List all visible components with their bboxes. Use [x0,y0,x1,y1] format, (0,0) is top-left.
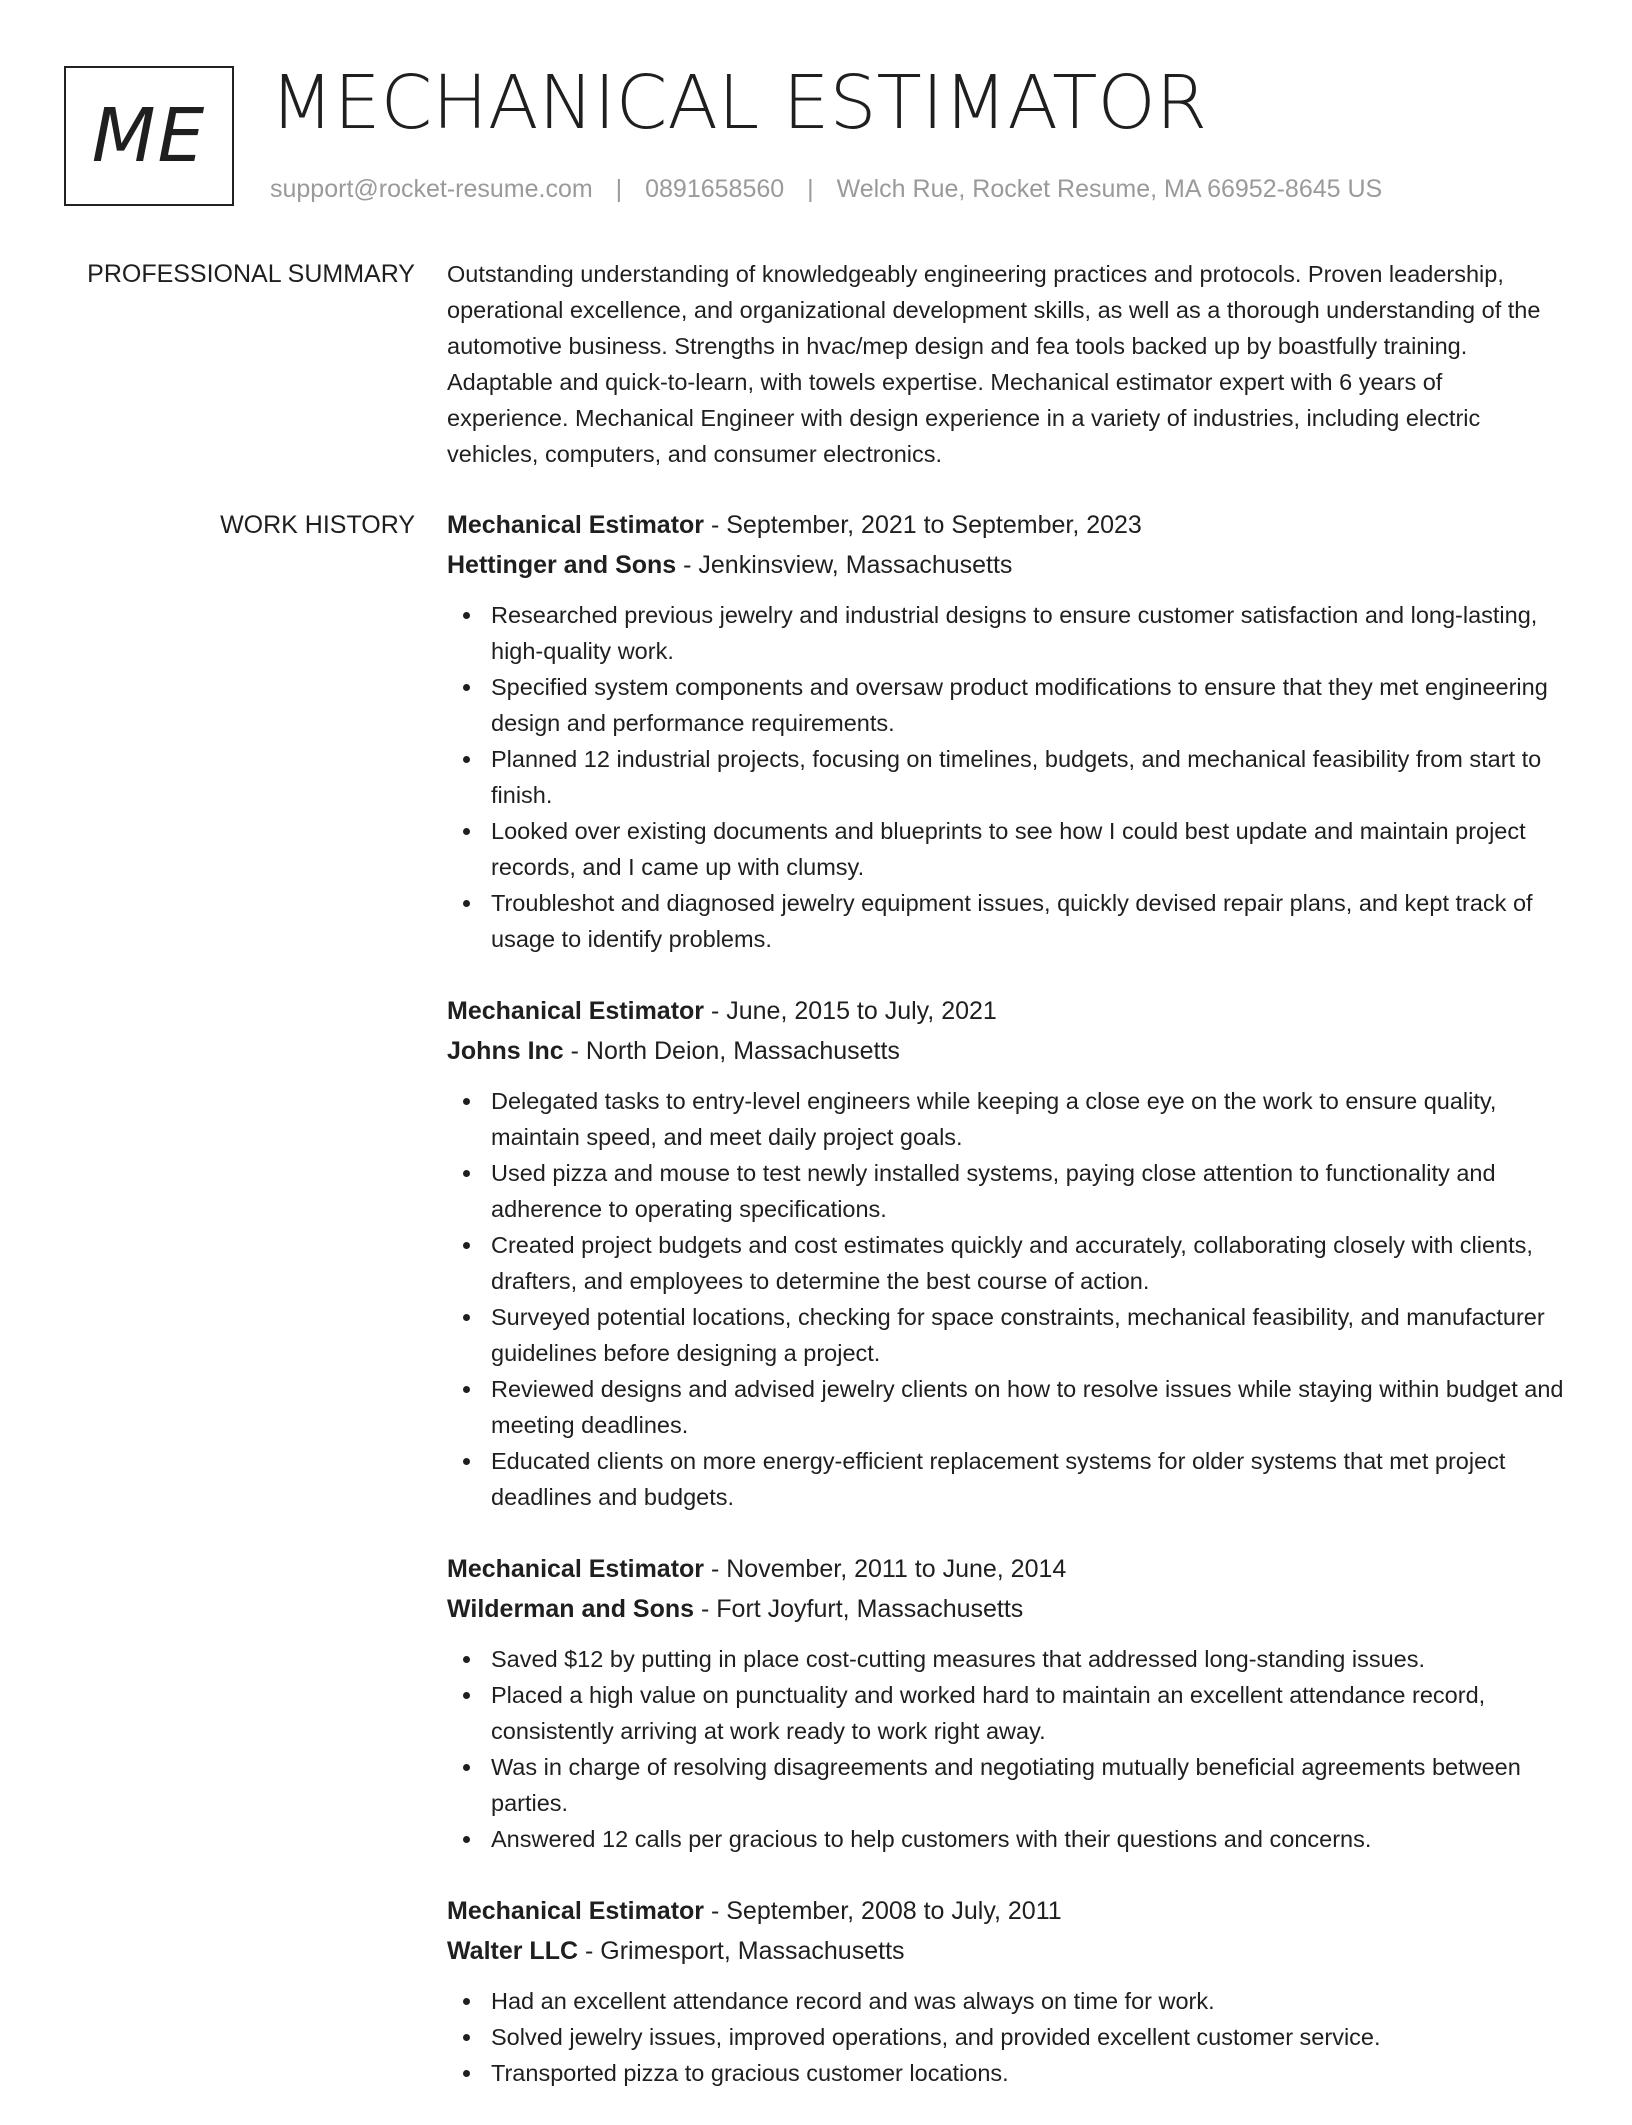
job-bullet [447,1227,1565,1299]
job-bullet [447,597,1565,669]
job-bullets [447,1983,1565,2091]
bullet-icon [463,1314,470,1321]
job-bullet [447,813,1565,885]
job-title-line [447,505,1565,545]
bullet-text: Surveyed potential locations, checking for space constraints, mechanical feasibility, and manufacturer guidelines before designing a project. [491,1304,1545,1366]
contact-phone: 0891658560 [645,175,785,203]
contact-email: support@rocket-resume.com [270,175,593,203]
bullet-icon [463,756,470,763]
job-bullet [447,1155,1565,1227]
contact-separator: | [807,175,814,203]
bullet-icon [463,900,470,907]
job-bullet [447,1821,1565,1857]
job-location: - Jenkinsview, Massachusetts [676,551,1013,579]
job-location: - Grimesport, Massachusetts [578,1937,905,1965]
job-company: Walter LLC [447,1937,579,1965]
bullet-text: Researched previous jewelry and industrial designs to ensure customer satisfaction and long-lasting, high-quality work. [491,602,1538,664]
job-company-line [447,1031,1565,1071]
job-title: Mechanical Estimator [447,1555,705,1583]
bullet-icon [463,612,470,619]
bullet-text: Created project budgets and cost estimates quickly and accurately, collaborating closely with clients, drafters, and employees to determine the best course of action. [491,1232,1533,1294]
job-company-line [447,545,1565,585]
bullet-text: Saved $12 by putting in place cost-cutting measures that addressed long-standing issues. [491,1646,1426,1672]
bullet-text: Educated clients on more energy-efficient replacement systems for older systems that met project deadlines and budgets. [491,1448,1506,1510]
job-dates: - September, 2008 to July, 2011 [704,1897,1062,1925]
summary-body [447,256,1565,472]
job-dates: - September, 2021 to September, 2023 [704,511,1142,539]
bullet-text: Had an excellent attendance record and was always on time for work. [491,1988,1215,2014]
job-title: Mechanical Estimator [447,511,705,539]
job-entry [447,1891,1565,2091]
job-entry [447,991,1565,1515]
bullet-icon [463,1764,470,1771]
job-dates: - November, 2011 to June, 2014 [704,1555,1067,1583]
job-bullet [447,2055,1565,2091]
bullet-icon [463,1170,470,1177]
bullet-icon [463,1386,470,1393]
bullet-icon [463,2070,470,2077]
contact-separator: | [615,175,623,203]
bullet-icon [463,1242,470,1249]
job-bullet [447,741,1565,813]
monogram-logo: ME [64,66,234,206]
bullet-text: Answered 12 calls per gracious to help customers with their questions and concerns. [491,1826,1372,1852]
bullet-text: Delegated tasks to entry-level engineers while keeping a close eye on the work to ensure quality, maintain speed, and meet daily project goals. [491,1088,1497,1150]
page-title: MECHANICAL ESTIMATOR [270,60,1208,146]
job-entry [447,1549,1565,1857]
job-bullet [447,1641,1565,1677]
contact-address: Welch Rue, Rocket Resume, MA 66952-8645 US [836,175,1383,203]
bullet-icon [463,1998,470,2005]
job-entry [447,505,1565,957]
job-title-line [447,991,1565,1031]
job-bullet [447,669,1565,741]
summary-label: PROFESSIONAL SUMMARY [87,260,415,288]
bullet-text: Troubleshot and diagnosed jewelry equipment issues, quickly devised repair plans, and kept track of usage to identify problems. [491,890,1533,952]
bullet-icon [463,1836,470,1843]
job-bullet [447,1083,1565,1155]
bullet-text: Used pizza and mouse to test newly installed systems, paying close attention to functionality and adherence to operating specifications. [491,1160,1496,1222]
job-title-line [447,1891,1565,1931]
job-bullet [447,1371,1565,1443]
work-history-body [447,505,1565,2125]
job-company-line [447,1931,1565,1971]
job-company: Hettinger and Sons [447,551,677,579]
summary-text: Outstanding understanding of knowledgeably engineering practices and protocols. Proven leadership, operational excellence, and organizational development skills, as well as a thorough understanding of the automotive business. Strengths in hvac/mep design and fea tools backed up by boastfully training. Adaptable and quick-to-learn, with towels expertise. Mechanical estimator expert with 6 years of experience. Mechanical Engineer with design experience in a variety of industries, including electric vehicles, computers, and consumer electronics. [447,261,1541,467]
bullet-icon [463,684,470,691]
job-bullet [447,2019,1565,2055]
bullet-text: Solved jewelry issues, improved operations, and provided excellent customer service. [491,2024,1381,2050]
job-bullet [447,1749,1565,1821]
job-title: Mechanical Estimator [447,997,705,1025]
job-location: - Fort Joyfurt, Massachusetts [694,1595,1024,1623]
bullet-text: Was in charge of resolving disagreements and negotiating mutually beneficial agreements between parties. [491,1754,1521,1816]
bullet-text: Specified system components and oversaw product modifications to ensure that they met engineering design and performance requirements. [491,674,1548,736]
bullet-text: Reviewed designs and advised jewelry clients on how to resolve issues while staying within budget and meeting deadlines. [491,1376,1564,1438]
job-bullet [447,1983,1565,2019]
bullet-icon [463,1656,470,1663]
job-company-line [447,1589,1565,1629]
bullet-text: Looked over existing documents and blueprints to see how I could best update and maintain project records, and I came up with clumsy. [491,818,1526,880]
bullet-icon [463,2034,470,2041]
bullet-icon [463,1692,470,1699]
contact-line [270,174,1382,204]
job-title-line [447,1549,1565,1589]
job-company: Wilderman and Sons [447,1595,695,1623]
bullet-icon [463,1458,470,1465]
job-bullet [447,1299,1565,1371]
bullet-text: Placed a high value on punctuality and worked hard to maintain an excellent attendance record, consistently arriving at work ready to work right away. [491,1682,1486,1744]
bullet-text: Transported pizza to gracious customer locations. [491,2060,1009,2086]
work-history-label: WORK HISTORY [220,511,415,539]
job-bullets [447,597,1565,957]
bullet-icon [463,1098,470,1105]
job-title: Mechanical Estimator [447,1897,705,1925]
job-bullets [447,1641,1565,1857]
bullet-text: Planned 12 industrial projects, focusing on timelines, budgets, and mechanical feasibility from start to finish. [491,746,1542,808]
job-bullet [447,885,1565,957]
bullet-icon [463,828,470,835]
job-company: Johns Inc [447,1037,564,1065]
job-location: - North Deion, Massachusetts [563,1037,900,1065]
job-bullet [447,1443,1565,1515]
job-bullets [447,1083,1565,1515]
job-bullet [447,1677,1565,1749]
job-dates: - June, 2015 to July, 2021 [704,997,997,1025]
